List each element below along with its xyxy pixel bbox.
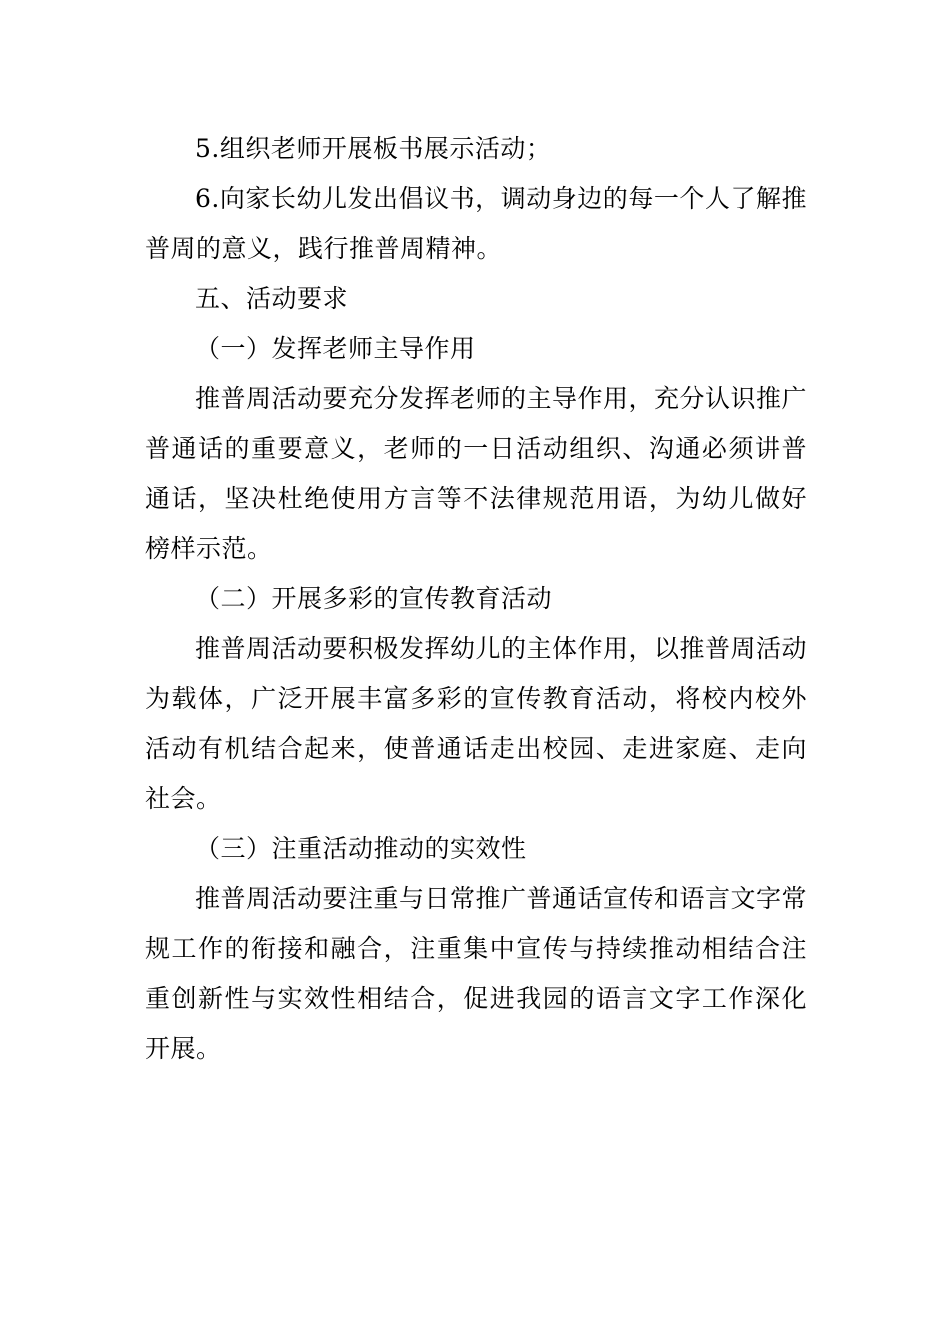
subheading-teacher-role: （一）发挥老师主导作用 [195,334,476,363]
paragraph-item-6: 6.向家长幼儿发出倡议书，调动身边的每一个人了解推普周的意义，践行推普周精神。 [145,184,807,263]
subheading-education-activities: （二）开展多彩的宣传教育活动 [195,584,553,613]
document-body [145,124,807,1074]
paragraph-item-5: 5.组织老师开展板书展示活动； [195,134,552,163]
paragraph-effectiveness: 推普周活动要注重与日常推广普通话宣传和语言文字常规工作的衔接和融合，注重集中宣传与持续推动相结合注重创新性与实效性相结合，促进我园的语言文字工作深化开展。 [145,884,808,1063]
subheading-effectiveness: （三）注重活动推动的实效性 [195,834,527,863]
section-heading-requirements: 五、活动要求 [195,284,349,313]
paragraph-teacher-role: 推普周活动要充分发挥老师的主导作用，充分认识推广普通话的重要意义，老师的一日活动组织、沟通必须讲普通话，坚决杜绝使用方言等不法律规范用语，为幼儿做好榜样示范。 [145,384,808,563]
paragraph-education-activities: 推普周活动要积极发挥幼儿的主体作用，以推普周活动为载体，广泛开展丰富多彩的宣传教育活动，将校内校外活动有机结合起来，使普通话走出校园、走进家庭、走向社会。 [145,634,808,813]
